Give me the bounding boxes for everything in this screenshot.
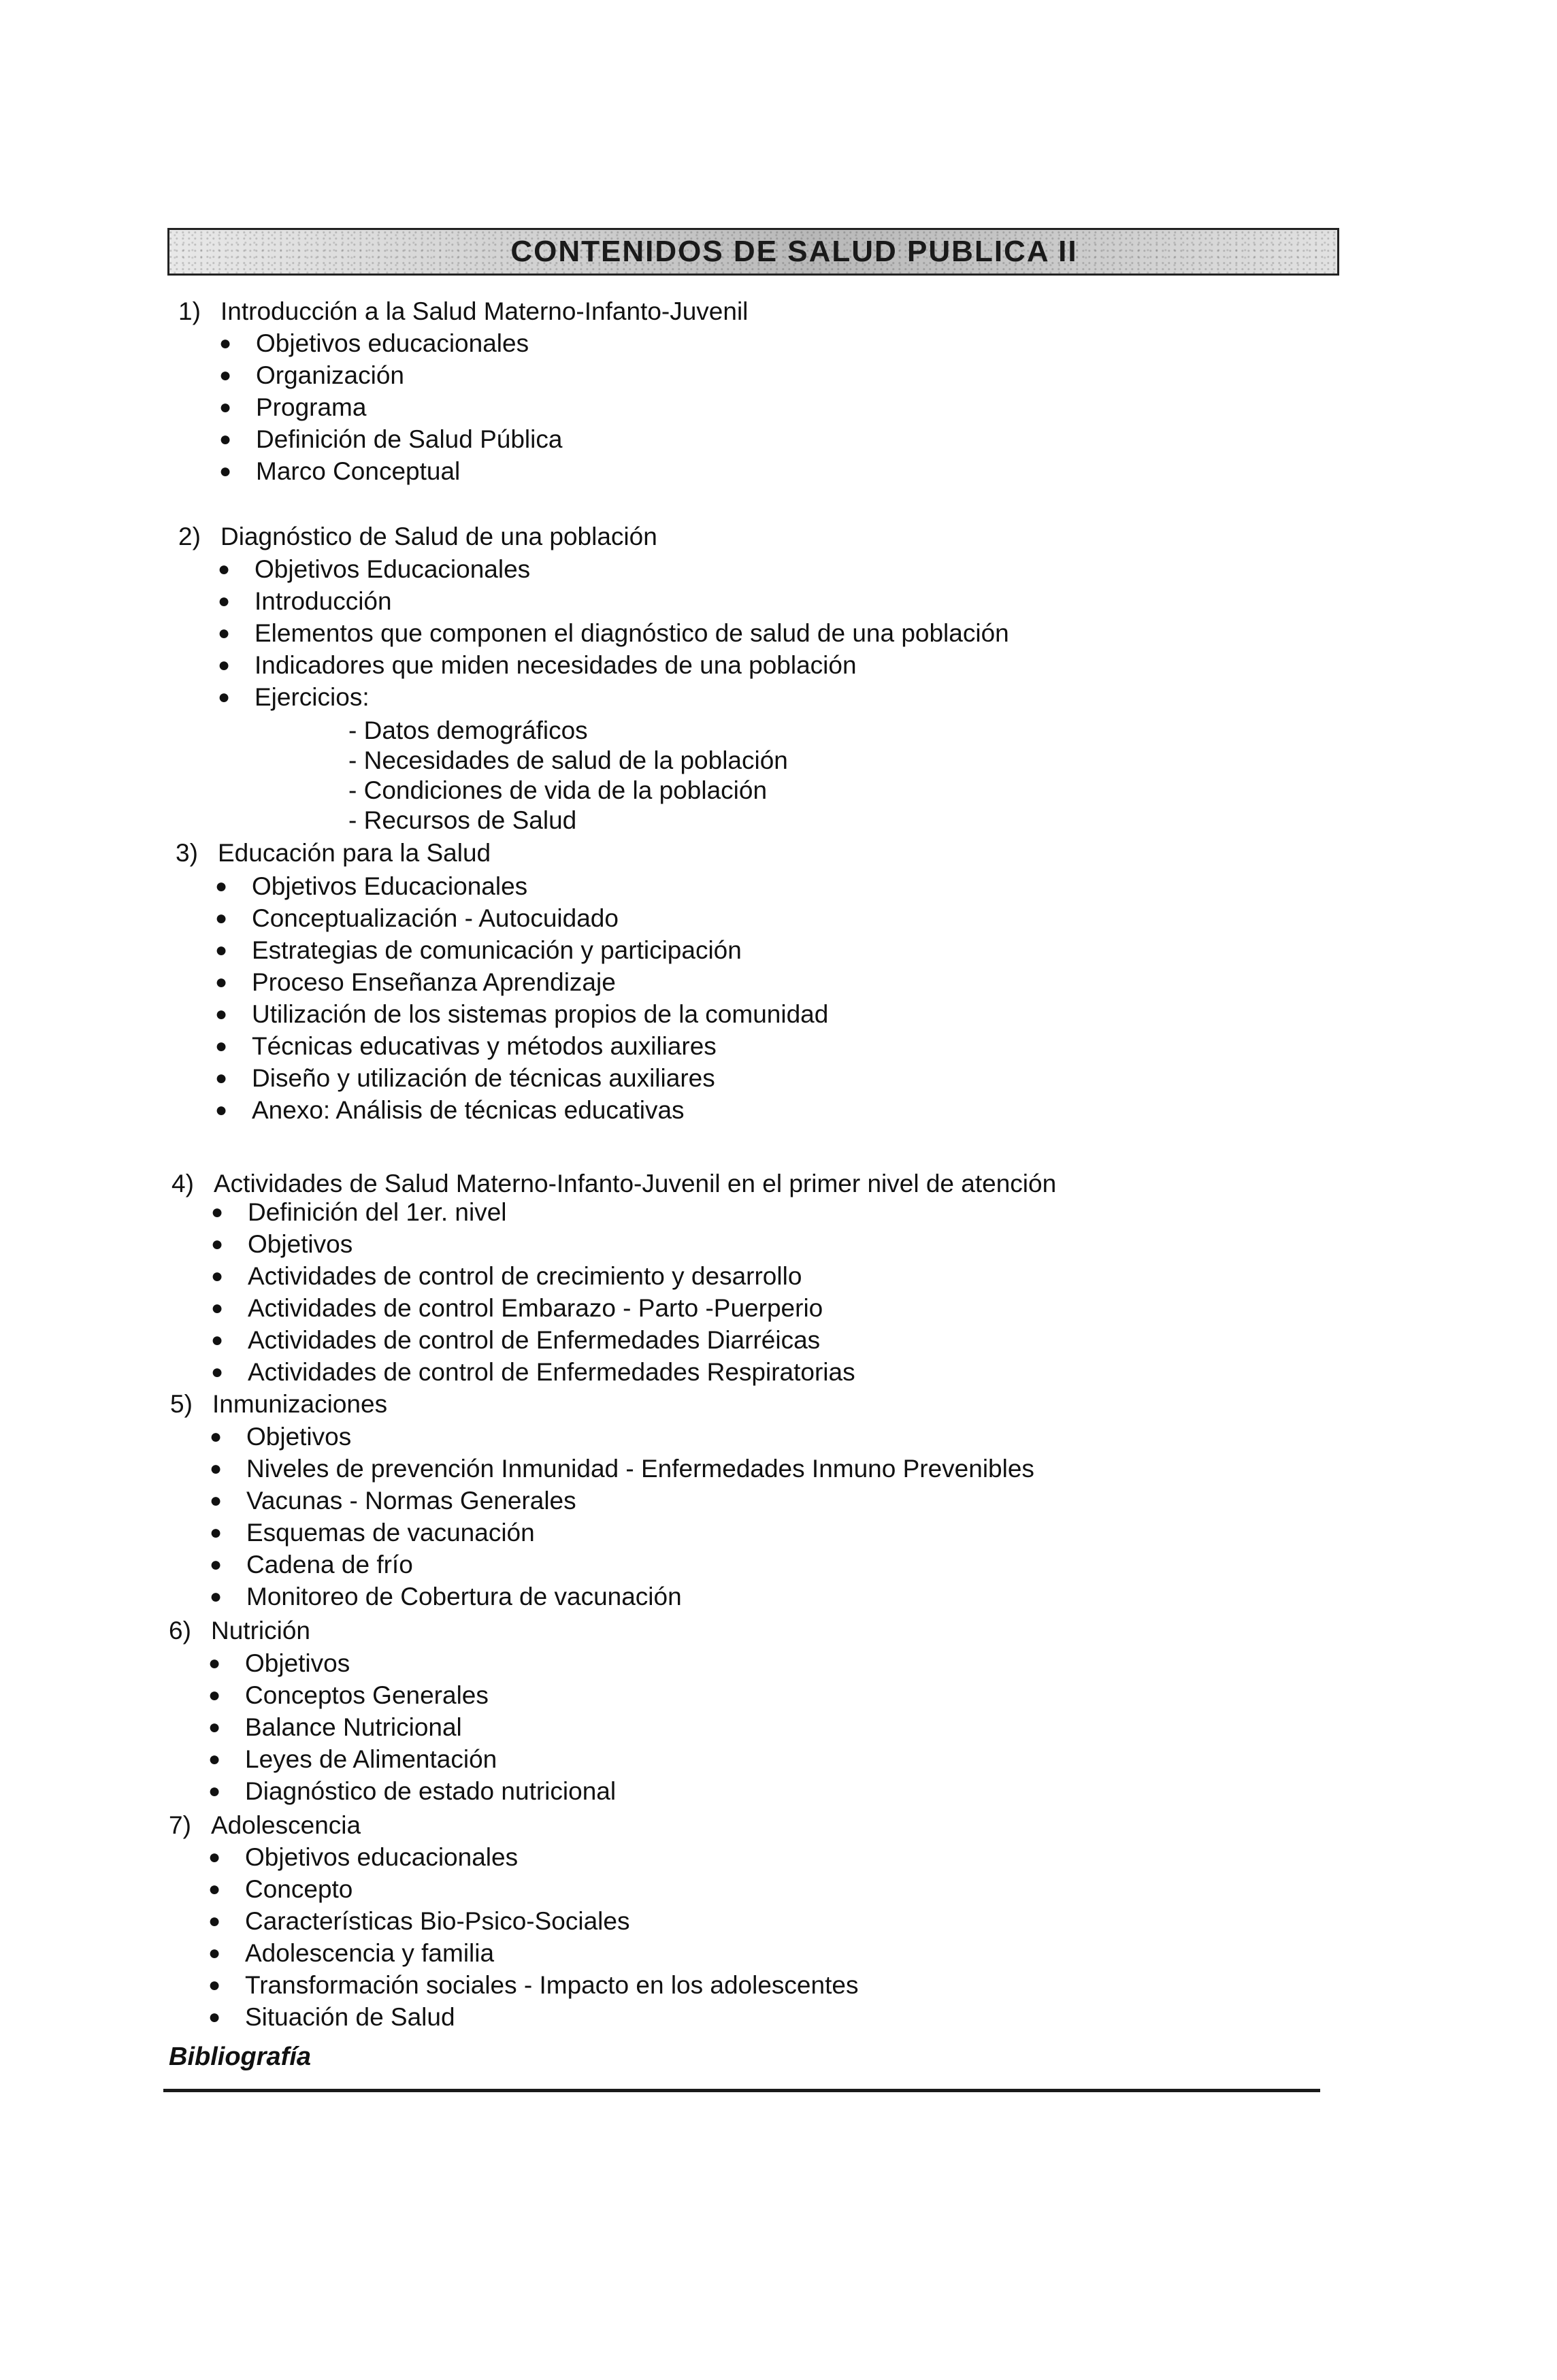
bullet-icon: ● bbox=[211, 1265, 224, 1287]
bibliography-label: Bibliografía bbox=[169, 2043, 312, 2071]
bullet-icon: ● bbox=[208, 1716, 221, 1738]
list-item: ● Transformación sociales - Impacto en los adolescentes bbox=[206, 1969, 1498, 2001]
bullet-icon: ● bbox=[219, 332, 232, 354]
bullet-icon: ● bbox=[208, 1974, 221, 1996]
bullet-icon: ● bbox=[215, 875, 228, 897]
list-item: ● Introducción bbox=[215, 585, 1508, 617]
bullet-icon: ● bbox=[208, 1684, 221, 1706]
bullet-icon: ● bbox=[208, 1846, 221, 1868]
section-title: Diagnóstico de Salud de una población bbox=[220, 523, 657, 550]
bullet-icon: ● bbox=[210, 1521, 223, 1544]
list-item: ● Estrategias de comunicación y participación bbox=[212, 934, 1505, 966]
bullet-icon: ● bbox=[210, 1425, 223, 1448]
bullet-icon: ● bbox=[218, 686, 231, 708]
list-item: ● Definición de Salud Pública bbox=[216, 423, 1509, 455]
bullet-icon: ● bbox=[208, 1910, 221, 1932]
bullet-icon: ● bbox=[215, 1099, 228, 1121]
list-item: ● Cadena de frío bbox=[207, 1549, 1500, 1581]
section-heading bbox=[178, 521, 657, 552]
section-title: Introducción a la Salud Materno-Infanto-Juvenil bbox=[220, 297, 749, 325]
bullet-icon: ● bbox=[208, 1942, 221, 1964]
bullet-icon: ● bbox=[219, 396, 232, 418]
bullet-icon: ● bbox=[218, 622, 231, 644]
list-item: ● Adolescencia y familia bbox=[206, 1937, 1498, 1969]
bullet-icon: ● bbox=[211, 1233, 224, 1255]
bullet-icon: ● bbox=[208, 1878, 221, 1900]
list-item: ● Vacunas - Normas Generales bbox=[207, 1485, 1500, 1517]
title-banner bbox=[167, 228, 1339, 276]
bullet-icon: ● bbox=[215, 1035, 228, 1057]
bullet-icon: ● bbox=[218, 590, 231, 612]
bullet-icon: ● bbox=[218, 654, 231, 676]
list-item: ● Programa bbox=[216, 391, 1509, 423]
sub-item: - Datos demográficos bbox=[348, 716, 588, 744]
section-heading bbox=[170, 1389, 387, 1420]
list-item: ● Actividades de control de Enfermedades Diarréicas bbox=[208, 1324, 1501, 1356]
list-item: ● Objetivos educacionales bbox=[216, 327, 1509, 359]
bullet-icon: ● bbox=[211, 1329, 224, 1351]
list-item: ● Definición del 1er. nivel bbox=[208, 1196, 1501, 1228]
list-item: ● Objetivos bbox=[206, 1647, 1498, 1679]
bullet-icon: ● bbox=[219, 364, 232, 386]
section-heading bbox=[176, 838, 491, 869]
section-title: Actividades de Salud Materno-Infanto-Juvenil en el primer nivel de atención bbox=[214, 1170, 1057, 1197]
section-title: Adolescencia bbox=[211, 1811, 361, 1839]
list-item: ● Indicadores que miden necesidades de una población bbox=[215, 649, 1508, 681]
section-heading bbox=[171, 1168, 1056, 1200]
bullet-icon: ● bbox=[208, 1748, 221, 1770]
bullet-icon: ● bbox=[210, 1457, 223, 1480]
section-items bbox=[206, 1647, 1498, 1807]
list-item: ● Actividades de control de Enfermedades Respiratorias bbox=[208, 1356, 1501, 1388]
sub-item: - Condiciones de vida de la población bbox=[348, 776, 768, 804]
list-item: ● Técnicas educativas y métodos auxiliares bbox=[212, 1030, 1505, 1062]
list-item: ● Anexo: Análisis de técnicas educativas bbox=[212, 1094, 1505, 1126]
section-number: 3) bbox=[176, 839, 198, 867]
bullet-icon: ● bbox=[215, 907, 228, 929]
section-title: Nutrición bbox=[211, 1617, 310, 1644]
bottom-divider bbox=[163, 2089, 1320, 2092]
section-items bbox=[207, 1421, 1500, 1613]
section-heading bbox=[178, 296, 748, 327]
section-number: 4) bbox=[171, 1170, 194, 1197]
bullet-icon: ● bbox=[215, 939, 228, 961]
section-items bbox=[206, 1841, 1498, 2033]
section-items bbox=[212, 870, 1505, 1126]
bullet-icon: ● bbox=[219, 460, 232, 482]
list-item: ● Diseño y utilización de técnicas auxiliares bbox=[212, 1062, 1505, 1094]
list-item: ● Características Bio-Psico-Sociales bbox=[206, 1905, 1498, 1937]
section-heading bbox=[169, 1810, 361, 1841]
bullet-icon: ● bbox=[211, 1201, 224, 1223]
list-item: ● Conceptos Generales bbox=[206, 1679, 1498, 1711]
list-item: ● Balance Nutricional bbox=[206, 1711, 1498, 1743]
section-title: Educación para la Salud bbox=[218, 839, 491, 867]
list-item: ● Ejercicios: bbox=[215, 681, 1508, 713]
section-items bbox=[208, 1196, 1501, 1388]
list-item: ● Concepto bbox=[206, 1873, 1498, 1905]
section-heading bbox=[169, 1615, 310, 1647]
bullet-icon: ● bbox=[208, 2006, 221, 2028]
list-item: ● Diagnóstico de estado nutricional bbox=[206, 1775, 1498, 1807]
bullet-icon: ● bbox=[215, 1003, 228, 1025]
list-item: ● Actividades de control Embarazo - Parto -Puerperio bbox=[208, 1292, 1501, 1324]
section-number: 1) bbox=[178, 297, 201, 325]
bullet-icon: ● bbox=[210, 1553, 223, 1576]
page-title: CONTENIDOS DE SALUD PUBLICA II bbox=[510, 235, 1078, 268]
list-item: ● Objetivos Educacionales bbox=[212, 870, 1505, 902]
section-number: 5) bbox=[170, 1390, 193, 1418]
bullet-icon: ● bbox=[215, 971, 228, 993]
bullet-icon: ● bbox=[208, 1652, 221, 1674]
sub-item: - Recursos de Salud bbox=[348, 806, 577, 834]
bullet-icon: ● bbox=[215, 1067, 228, 1089]
bullet-icon: ● bbox=[210, 1489, 223, 1512]
section-number: 6) bbox=[169, 1617, 191, 1644]
list-item: ● Utilización de los sistemas propios de la comunidad bbox=[212, 998, 1505, 1030]
list-item: ● Actividades de control de crecimiento y desarrollo bbox=[208, 1260, 1501, 1292]
list-item: ● Esquemas de vacunación bbox=[207, 1517, 1500, 1549]
section-items bbox=[216, 327, 1509, 487]
sub-items bbox=[348, 716, 788, 836]
list-item: ● Objetivos Educacionales bbox=[215, 553, 1508, 585]
bullet-icon: ● bbox=[211, 1297, 224, 1319]
sub-item: - Necesidades de salud de la población bbox=[348, 746, 788, 774]
list-item: ● Marco Conceptual bbox=[216, 455, 1509, 487]
bullet-icon: ● bbox=[219, 428, 232, 450]
list-item: ● Elementos que componen el diagnóstico de salud de una población bbox=[215, 617, 1508, 649]
list-item: ● Organización bbox=[216, 359, 1509, 391]
list-item: ● Leyes de Alimentación bbox=[206, 1743, 1498, 1775]
section-title: Inmunizaciones bbox=[212, 1390, 388, 1418]
list-item: ● Situación de Salud bbox=[206, 2001, 1498, 2033]
list-item: ● Objetivos bbox=[207, 1421, 1500, 1453]
bullet-icon: ● bbox=[208, 1780, 221, 1802]
list-item: ● Objetivos bbox=[208, 1228, 1501, 1260]
bullet-icon: ● bbox=[218, 558, 231, 580]
bullet-icon: ● bbox=[210, 1585, 223, 1608]
bullet-icon: ● bbox=[211, 1361, 224, 1383]
list-item: ● Monitoreo de Cobertura de vacunación bbox=[207, 1581, 1500, 1613]
list-item: ● Niveles de prevención Inmunidad - Enfermedades Inmuno Prevenibles bbox=[207, 1453, 1500, 1485]
section-number: 2) bbox=[178, 523, 201, 550]
section-number: 7) bbox=[169, 1811, 191, 1839]
list-item: ● Conceptualización - Autocuidado bbox=[212, 902, 1505, 934]
list-item: ● Objetivos educacionales bbox=[206, 1841, 1498, 1873]
list-item: ● Proceso Enseñanza Aprendizaje bbox=[212, 966, 1505, 998]
section-items bbox=[215, 553, 1508, 713]
